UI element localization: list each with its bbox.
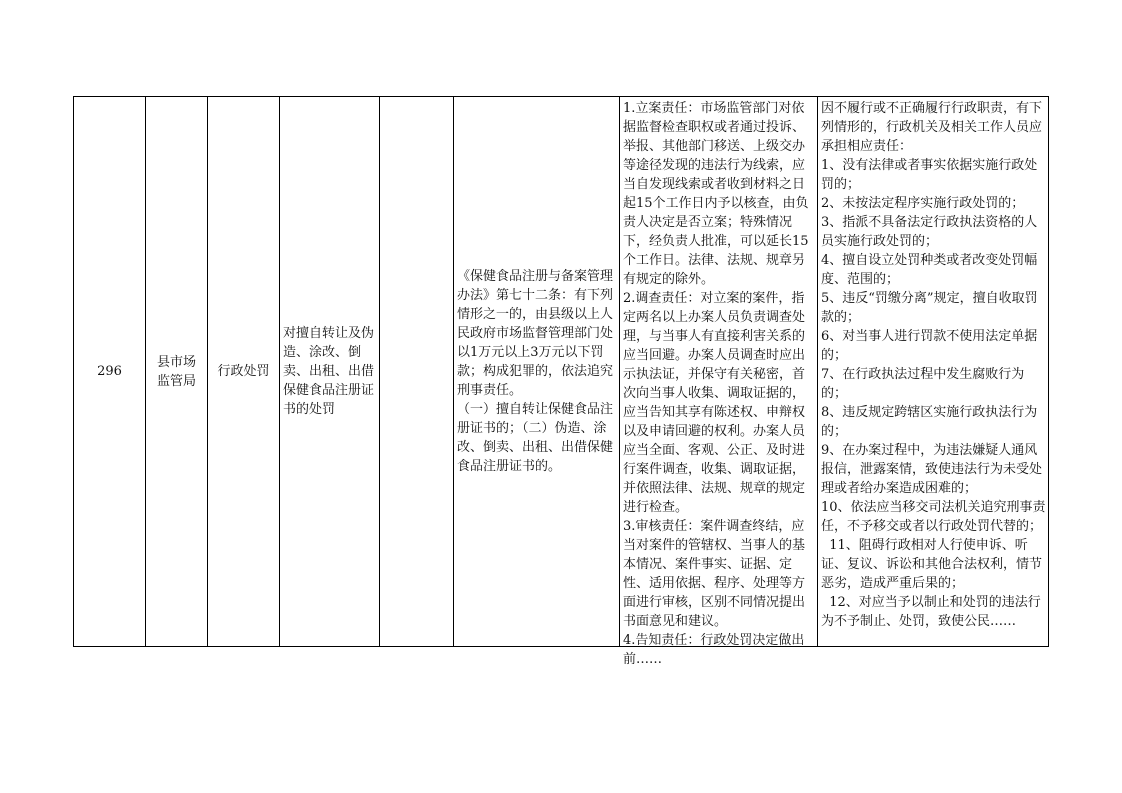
accountability-item: 2、未按法定程序实施行政处罚的； <box>821 196 1025 211</box>
accountability-clip <box>818 97 1048 646</box>
category-cell <box>208 97 280 647</box>
accountability-item: 6、对当事人进行罚款不使用法定单据的； <box>821 329 1038 363</box>
row-number-cell <box>74 97 146 647</box>
power-category: 行政处罚 <box>217 364 270 379</box>
responsibility-cell <box>620 97 818 667</box>
power-list-table <box>73 96 1049 667</box>
accountability-list <box>818 97 1048 631</box>
row-number: 296 <box>97 364 122 379</box>
accountability-item: 12、对应当予以制止和处罚的违法行为不予制止、处罚，致使公民…… <box>821 595 1041 629</box>
accountability-item: 10、依法应当移交司法机关追究刑事责任，不予移交或者以行政处罚代替的； <box>821 500 1046 534</box>
accountability-item: 8、违反规定跨辖区实施行政执法行为的； <box>821 405 1038 439</box>
department-cell <box>146 97 208 647</box>
accountability-item: 7、在行政执法过程中发生腐败行为的； <box>821 367 1025 401</box>
accountability-item: 9、在办案过程中，为违法嫌疑人通风报信，泄露案情，致使违法行为未受处理或者给办案造成困难的； <box>821 443 1043 496</box>
accountability-item: 5、违反“罚缴分离”规定，擅自收取罚款的； <box>821 291 1038 325</box>
table-container <box>73 96 1048 667</box>
table-row <box>74 97 1049 647</box>
department-name: 县市场 监管局 <box>156 354 196 389</box>
accountability-cell <box>818 97 1049 647</box>
legal-basis-text: 《保健食品注册与备案管理办法》第七十二条：有下列情形之一的，由县级以上人民政府市场监督管理部门处以1万元以上3万元以下罚款；构成犯罪的，依法追究刑事责任。 （一）擅自转让保健食品注册证书的；（二）伪造、涂改、倒卖、出租、出借保健食品注册证书的。 <box>457 269 614 474</box>
item-name-cell <box>280 97 380 647</box>
accountability-intro: 因不履行或不正确履行行政职责，有下列情形的，行政机关及相关工作人员应承担相应责任： <box>821 101 1043 154</box>
accountability-item: 1、没有法律或者事实依据实施行政处罚的； <box>821 158 1038 192</box>
power-item-name: 对擅自转让及伪造、涂改、倒卖、出租、出借保健食品注册证书的处罚 <box>283 326 375 417</box>
accountability-item: 11、阻碍行政相对人行使申诉、听证、复议、诉讼和其他合法权利，情节恶劣，造成严重后果的； <box>821 538 1043 591</box>
responsibility-clip <box>620 97 817 667</box>
accountability-item: 4、擅自设立处罚种类或者改变处罚幅度、范围的； <box>821 253 1038 287</box>
responsibility-text: 1.立案责任：市场监管部门对依据监督检查职权或者通过投诉、举报、其他部门移送、上级交办等途径发现的违法行为线索，应当自发现线索或者收到材料之日起15个工作日内予以核查，由负责人决定是否立案；特殊情况下，经负责人批准，可以延长15个工作日。法律、法规、规章另有规定的除外。 2.调查责任：对立案的案件，指定两名以上办案人员负责调查处理，与当事人有直接利害关系的应当回避。办案人员调查时应出示执法证，并保守有关秘密，首次向当事人收集、调取证据的，应当告知其享有陈述权、申辩权以及申请回避的权利。办案人员应当全面、客观、公正、及时进行案件调查，收集、调取证据，并依照法律、法规、规章的规定进行检查。 3.审核责任：案件调查终结，应当对案件的管辖权、当事人的基本情况、案件事实、证据、定性、适用依据、程序、处理等方面进行审核，区别不同情况提出书面意见和建议。 4.告知责任：行政处罚决定做出前…… <box>623 101 809 667</box>
sub-item-cell <box>380 97 454 647</box>
accountability-item: 3、指派不具备法定行政执法资格的人员实施行政处罚的； <box>821 215 1038 249</box>
basis-cell <box>454 97 620 647</box>
